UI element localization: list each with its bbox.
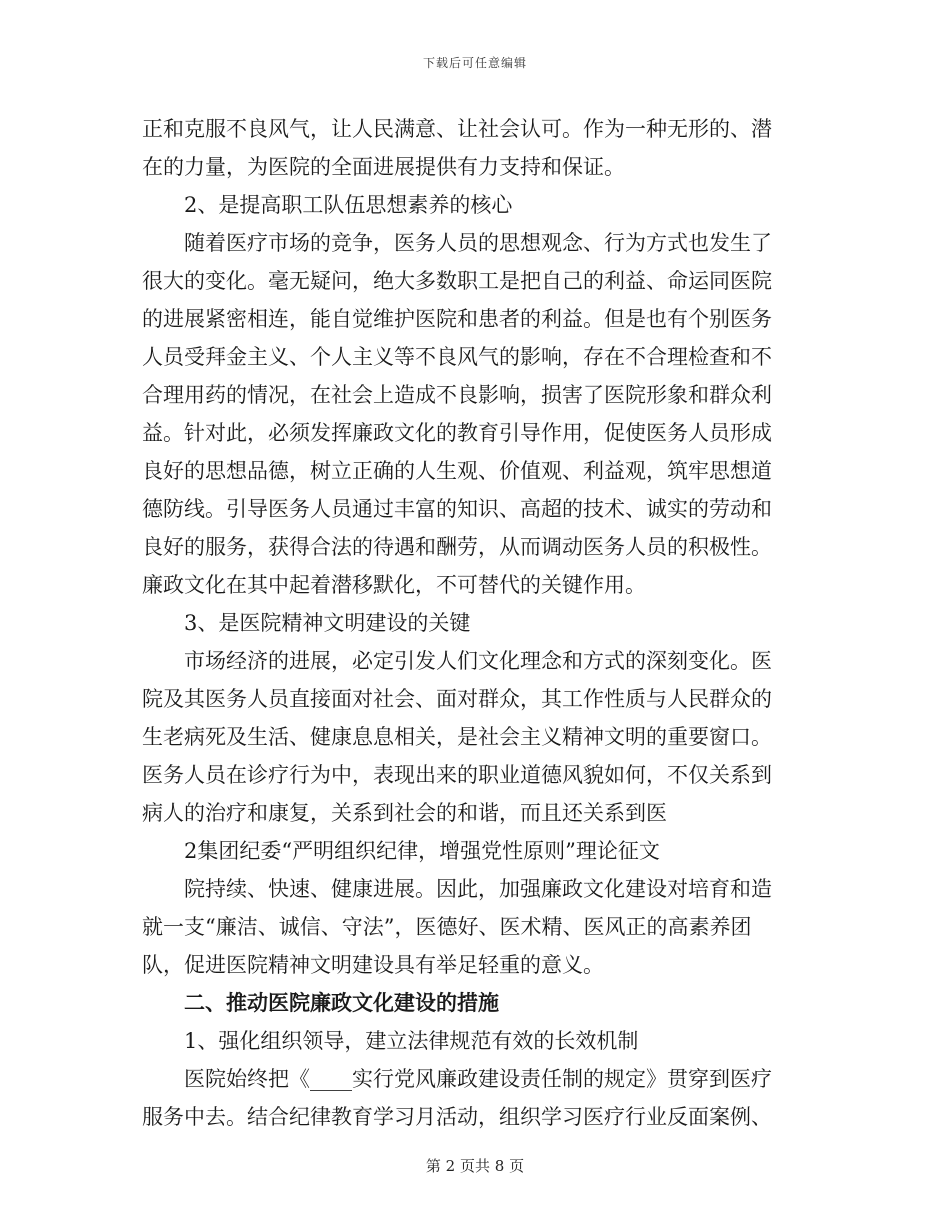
paragraph-line: 院及其医务人员直接面对社会、面对群众，其工作性质与人民群众的	[142, 687, 772, 711]
paragraph-start-line: 2集团纪委“严明组织纪律，增强党性原则”理论征文	[184, 839, 660, 863]
paragraph-line: 就一支“廉洁、诚信、守法”，医德好、医术精、医风正的高素养团	[142, 915, 752, 939]
paragraph-line: 医务人员在诊疗行为中，表现出来的职业道德风貌如何，不仅关系到	[142, 763, 772, 787]
paragraph-line: 人员受拜金主义、个人主义等不良风气的影响，存在不合理检查和不	[142, 345, 772, 369]
section-heading: 二、推动医院廉政文化建设的措施	[184, 991, 499, 1015]
paragraph-line: 廉政文化在其中起着潜移默化，不可替代的关键作用。	[142, 573, 646, 597]
paragraph-line: 的进展紧密相连，能自觉维护医院和患者的利益。但是也有个别医务	[142, 307, 772, 331]
paragraph-start-line: 3、是医院精神文明建设的关键	[184, 611, 471, 635]
paragraph-start-line: 市场经济的进展，必定引发人们文化理念和方式的深刻变化。医	[184, 649, 772, 673]
paragraph-line: 合理用药的情况，在社会上造成不良影响，损害了医院形象和群众利	[142, 383, 772, 407]
paragraph-start-line: 院持续、快速、健康进展。因此，加强廉政文化建设对培育和造	[184, 877, 772, 901]
paragraph-line: 德防线。引导医务人员通过丰富的知识、高超的技术、诚实的劳动和	[142, 497, 772, 521]
paragraph-line: 良好的服务，获得合法的待遇和酬劳，从而调动医务人员的积极性。	[142, 535, 772, 559]
paragraph-start-line: 2、是提高职工队伍思想素养的核心	[184, 193, 513, 217]
page-number-footer: 第 2 页共 8 页	[425, 1157, 525, 1175]
paragraph-line: 病人的治疗和康复，关系到社会的和谐，而且还关系到医	[142, 801, 667, 825]
paragraph-line: 服务中去。结合纪律教育学习月活动，组织学习医疗行业反面案例、	[142, 1105, 772, 1129]
paragraph-line: 良好的思想品德，树立正确的人生观、价值观、利益观，筑牢思想道	[142, 459, 772, 483]
paragraph-line: 队，促进医院精神文明建设具有举足轻重的意义。	[142, 953, 604, 977]
paragraph-start-line: 医院始终把《____实行党风廉政建设责任制的规定》贯穿到医疗	[184, 1067, 772, 1091]
paragraph-line: 正和克服不良风气，让人民满意、让社会认可。作为一种无形的、潜	[142, 117, 772, 141]
page-header: 下载后可任意编辑	[422, 56, 527, 70]
paragraph-start-line: 1、强化组织领导，建立法律规范有效的长效机制	[184, 1029, 639, 1053]
paragraph-line: 很大的变化。毫无疑问，绝大多数职工是把自己的利益、命运同医院	[142, 269, 772, 293]
paragraph-line: 在的力量，为医院的全面进展提供有力支持和保证。	[142, 155, 625, 179]
paragraph-line: 生老病死及生活、健康息息相关，是社会主义精神文明的重要窗口。	[142, 725, 772, 749]
document-body	[142, 110, 802, 1136]
paragraph-start-line: 随着医疗市场的竞争，医务人员的思想观念、行为方式也发生了	[184, 231, 772, 255]
paragraph-line: 益。针对此，必须发挥廉政文化的教育引导作用，促使医务人员形成	[142, 421, 772, 445]
